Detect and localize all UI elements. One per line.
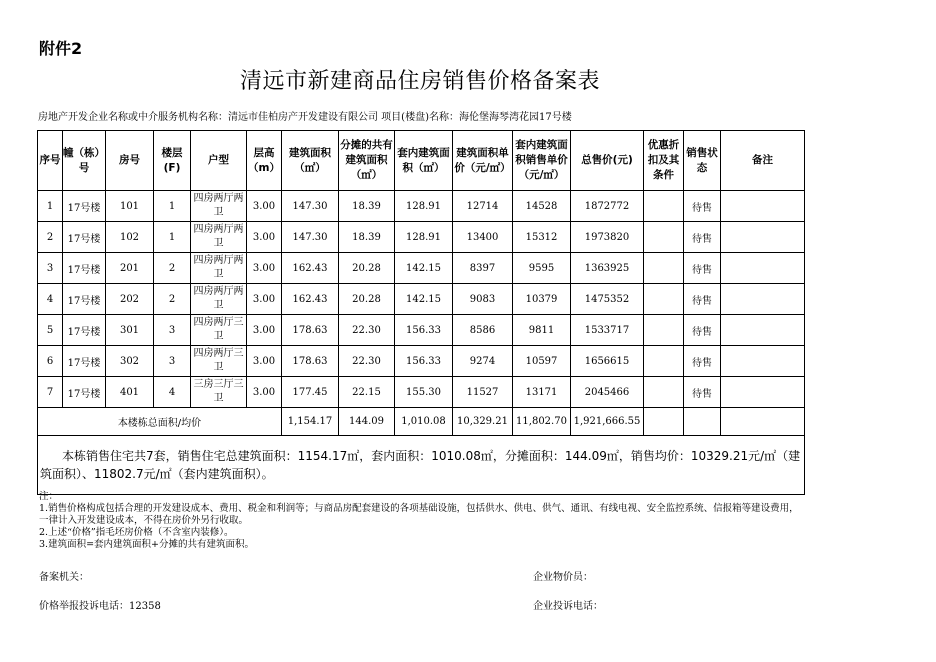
cell-discount [644,222,684,253]
header-discount: 优惠折扣及其条件 [644,131,684,191]
cell-inner: 142.15 [395,284,453,315]
totals-row [38,408,805,436]
cell-status: 待售 [684,284,721,315]
cell-height: 3.00 [247,191,282,222]
cell-building: 17号楼 [63,191,106,222]
cell-total: 2045466 [571,377,644,408]
cell-discount [644,377,684,408]
cell-type: 四房两厅两卫 [191,284,247,315]
cell-type: 四房两厅两卫 [191,253,247,284]
cell-inner: 142.15 [395,253,453,284]
header-height: 层高（m） [247,131,282,191]
cell-height: 3.00 [247,346,282,377]
cell-unit-price: 8397 [453,253,513,284]
totals-shared: 144.09 [339,408,395,436]
cell-total: 1475352 [571,284,644,315]
cell-status: 待售 [684,377,721,408]
attachment-label: 附件2 [39,39,83,58]
cell-type: 四房两厅两卫 [191,222,247,253]
cell-building: 17号楼 [63,284,106,315]
cell-room: 101 [106,191,154,222]
cell-remark [721,253,805,284]
header-type: 户型 [191,131,247,191]
cell-inner-price: 9811 [513,315,571,346]
price-table [37,130,805,495]
cell-room: 102 [106,222,154,253]
table-row [38,191,805,222]
cell-floor: 3 [154,315,191,346]
table-row [38,284,805,315]
cell-seq: 3 [38,253,63,284]
notes-heading: 注： [39,491,59,502]
note-2: 2.上述“价格”指毛坯房价格（不含室内装修）。 [39,527,234,538]
header-floor: 楼层(F) [154,131,191,191]
cell-type: 四房两厅两卫 [191,191,247,222]
cell-room: 302 [106,346,154,377]
cell-status: 待售 [684,346,721,377]
cell-building: 17号楼 [63,315,106,346]
cell-inner: 128.91 [395,222,453,253]
cell-inner-price: 15312 [513,222,571,253]
cell-status: 待售 [684,253,721,284]
cell-building: 17号楼 [63,377,106,408]
cell-total: 1656615 [571,346,644,377]
table-row [38,377,805,408]
cell-remark [721,191,805,222]
company-line: 房地产开发企业名称或中介服务机构名称：清远市佳柏房产开发建设有限公司 项目(楼盘)名称：海伦堡海琴湾花园17号楼 [38,112,572,123]
cell-remark [721,222,805,253]
summary-row [38,436,805,495]
cell-unit-price: 12714 [453,191,513,222]
cell-shared: 22.15 [339,377,395,408]
cell-shared: 22.30 [339,315,395,346]
cell-room: 401 [106,377,154,408]
cell-building: 17号楼 [63,222,106,253]
summary-content: 本栋销售住宅共7套，销售住宅总建筑面积：1154.17㎡，套内面积：1010.08㎡，分摊面积：144.09㎡，销售均价：10329.21元/㎡（建筑面积）、11802.7元/㎡（套内建筑面积）。 [40,449,801,481]
header-total-price: 总售价(元) [571,131,644,191]
cell-total: 1363925 [571,253,644,284]
totals-area: 1,154.17 [282,408,339,436]
cell-area: 178.63 [282,346,339,377]
cell-height: 3.00 [247,222,282,253]
cell-status: 待售 [684,315,721,346]
header-room: 房号 [106,131,154,191]
cell-status: 待售 [684,191,721,222]
filing-agency-label: 备案机关： [39,572,89,583]
table-row [38,315,805,346]
totals-status [684,408,721,436]
page-title: 清远市新建商品住房销售价格备案表 [239,69,600,94]
cell-remark [721,346,805,377]
cell-remark [721,315,805,346]
cell-status: 待售 [684,222,721,253]
company-phone-label: 企业投诉电话： [533,601,603,612]
header-building: 幢（栋）号 [63,131,106,191]
cell-building: 17号楼 [63,253,106,284]
cell-total: 1872772 [571,191,644,222]
header-unit-price: 建筑面积单价（元/㎡） [453,131,513,191]
totals-total: 1,921,666.55 [571,408,644,436]
cell-floor: 2 [154,284,191,315]
cell-type: 四房两厅三卫 [191,346,247,377]
cell-height: 3.00 [247,284,282,315]
cell-inner-price: 9595 [513,253,571,284]
note-3: 3.建筑面积=套内建筑面积+分摊的共有建筑面积。 [39,539,254,550]
cell-shared: 18.39 [339,191,395,222]
cell-inner-price: 10379 [513,284,571,315]
cell-discount [644,315,684,346]
cell-unit-price: 13400 [453,222,513,253]
cell-height: 3.00 [247,253,282,284]
cell-remark [721,377,805,408]
cell-inner: 156.33 [395,315,453,346]
cell-unit-price: 9274 [453,346,513,377]
cell-inner-price: 14528 [513,191,571,222]
cell-unit-price: 8586 [453,315,513,346]
table-row [38,222,805,253]
property-officer-label: 企业物价员： [533,572,593,583]
header-inner: 套内建筑面积（㎡） [395,131,453,191]
cell-height: 3.00 [247,377,282,408]
cell-seq: 7 [38,377,63,408]
cell-type: 三房三厅三卫 [191,377,247,408]
cell-shared: 20.28 [339,284,395,315]
cell-seq: 6 [38,346,63,377]
cell-floor: 1 [154,191,191,222]
cell-room: 201 [106,253,154,284]
cell-total: 1533717 [571,315,644,346]
cell-inner: 155.30 [395,377,453,408]
cell-room: 202 [106,284,154,315]
cell-inner: 156.33 [395,346,453,377]
cell-area: 147.30 [282,222,339,253]
cell-seq: 5 [38,315,63,346]
header-row [38,131,805,191]
cell-shared: 18.39 [339,222,395,253]
cell-inner: 128.91 [395,191,453,222]
cell-unit-price: 11527 [453,377,513,408]
cell-discount [644,346,684,377]
cell-unit-price: 9083 [453,284,513,315]
cell-inner-price: 10597 [513,346,571,377]
cell-discount [644,284,684,315]
cell-area: 162.43 [282,284,339,315]
cell-floor: 1 [154,222,191,253]
header-seq: 序号 [38,131,63,191]
cell-area: 178.63 [282,315,339,346]
table-row [38,253,805,284]
cell-area: 162.43 [282,253,339,284]
cell-total: 1973820 [571,222,644,253]
totals-inner: 1,010.08 [395,408,453,436]
table-row [38,346,805,377]
cell-shared: 22.30 [339,346,395,377]
cell-inner-price: 13171 [513,377,571,408]
cell-area: 177.45 [282,377,339,408]
totals-discount [644,408,684,436]
notes-section [39,491,799,551]
header-area: 建筑面积（㎡） [282,131,339,191]
cell-floor: 4 [154,377,191,408]
cell-discount [644,191,684,222]
header-status: 销售状态 [684,131,721,191]
cell-seq: 4 [38,284,63,315]
header-shared: 分摊的共有建筑面积（㎡） [339,131,395,191]
cell-height: 3.00 [247,315,282,346]
complaint-phone: 价格举报投诉电话：12358 [39,601,161,612]
totals-unit-price: 10,329.21 [453,408,513,436]
cell-type: 四房两厅三卫 [191,315,247,346]
header-inner-price: 套内建筑面积销售单价（元/㎡） [513,131,571,191]
cell-building: 17号楼 [63,346,106,377]
cell-floor: 2 [154,253,191,284]
cell-area: 147.30 [282,191,339,222]
cell-seq: 2 [38,222,63,253]
cell-remark [721,284,805,315]
note-1: 1.销售价格构成包括合理的开发建设成本、费用、税金和利润等；与商品房配套建设的各项基础设施，包括供水、供电、供气、通讯、有线电视、安全监控系统、信报箱等建设费用，一律计入开发建设成本，不得在房价外另行收取。 [39,503,799,526]
cell-seq: 1 [38,191,63,222]
cell-room: 301 [106,315,154,346]
cell-shared: 20.28 [339,253,395,284]
cell-discount [644,253,684,284]
totals-inner-price: 11,802.70 [513,408,571,436]
summary-text [38,436,805,495]
totals-remark [721,408,805,436]
totals-label: 本楼栋总面积/均价 [38,408,282,436]
header-remark: 备注 [721,131,805,191]
cell-floor: 3 [154,346,191,377]
